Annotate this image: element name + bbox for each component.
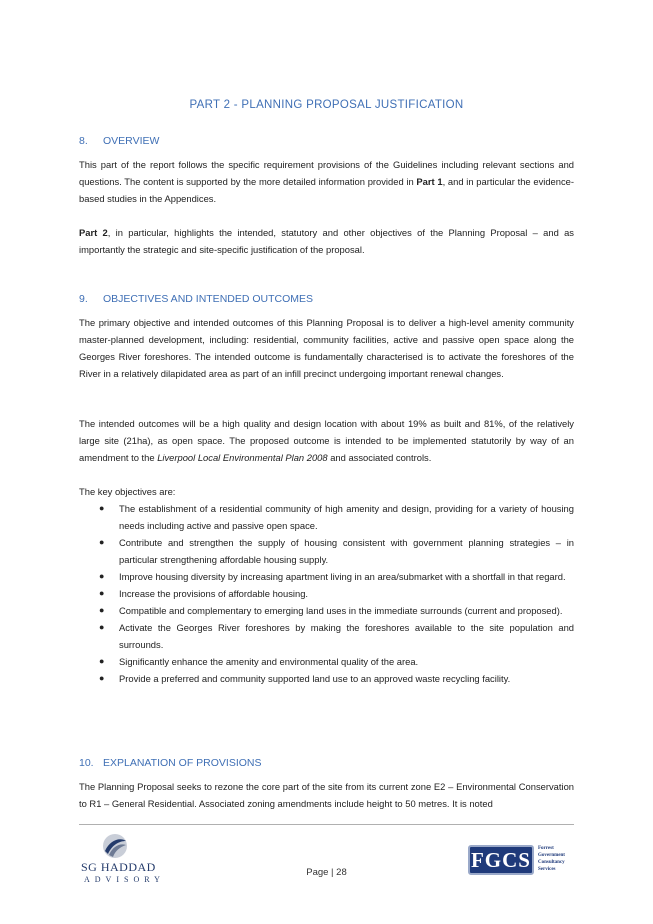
- key-objectives-list: [79, 500, 574, 687]
- overview-paragraph-2: Part 2, in particular, highlights the intended, statutory and other objectives of the Planning Proposal – and as importantly the strategic and site-specific justification of the proposal.: [79, 227, 574, 255]
- part-title: PART 2 - PLANNING PROPOSAL JUSTIFICATION: [189, 99, 464, 111]
- bullet-icon: ●: [99, 656, 105, 666]
- bullet-icon: ●: [99, 571, 105, 581]
- section-heading-overview: 8. OVERVIEW: [79, 135, 160, 147]
- bullet-icon: ●: [99, 673, 105, 683]
- bullet-icon: ●: [99, 588, 105, 598]
- sg-haddad-logo: SG HADDAD ADVISORY: [72, 832, 182, 886]
- bullet-icon: ●: [99, 622, 105, 632]
- list-item: ● Increase the provisions of affordable housing.: [79, 585, 574, 602]
- bullet-icon: ●: [99, 503, 105, 513]
- key-objectives-intro: The key objectives are:: [79, 486, 176, 497]
- section-heading-objectives: 9. OBJECTIVES AND INTENDED OUTCOMES: [79, 293, 314, 305]
- list-item: ● Contribute and strengthen the supply of housing consistent with government planning strategies – in particular strengthening affordable housing supply.: [79, 534, 574, 568]
- section-heading-provisions: 10. EXPLANATION OF PROVISIONS: [79, 757, 262, 769]
- list-item: ● The establishment of a residential community of high amenity and design, providing for a variety of housing needs including active and passive open space.: [79, 500, 574, 534]
- list-item: ● Improve housing diversity by increasing apartment living in an area/submarket with a shortfall in that regard.: [79, 568, 574, 585]
- bullet-icon: ●: [99, 605, 105, 615]
- provisions-paragraph-1: The Planning Proposal seeks to rezone the core part of the site from its current zone E2 – Environmental Conservation to R1 – General Residential. Associated zoning amendments include height to 50 metres. It is noted: [79, 781, 574, 809]
- list-item: ● Provide a preferred and community supported land use to an approved waste recycling facility.: [79, 670, 574, 687]
- fgcs-logo: FGCS Forrest Government Consultancy Services: [468, 845, 568, 879]
- list-item: ● Compatible and complementary to emerging land uses in the immediate surrounds (current and proposed).: [79, 602, 574, 619]
- objectives-paragraph-1: The primary objective and intended outcomes of this Planning Proposal is to deliver a high-level amenity community master-planned development, including: residential, community facilities, active and passive open space along the Georges River foreshores. The intended outcome is fundamentally characterised is to activate the foreshores of the River in a relatively dilapidated area as part of an infill precinct undergoing important renewal changes.: [79, 317, 574, 379]
- list-item: ● Activate the Georges River foreshores by making the foreshores available to the site population and surrounds.: [79, 619, 574, 653]
- objectives-paragraph-2: The intended outcomes will be a high quality and design location with about 19% as built and 81%, of the relatively large site (21ha), as open space. The proposed outcome is intended to be implemented statutorily by way of an amendment to the Liverpool Local Environmental Plan 2008 and associated controls.: [79, 418, 574, 463]
- overview-paragraph-1: This part of the report follows the specific requirement provisions of the Guidelines including relevant sections and questions. The content is supported by the more detailed information provided in Part 1, and in particular the evidence-based studies in the Appendices.: [79, 159, 574, 204]
- footer-divider: [79, 824, 574, 825]
- bullet-icon: ●: [99, 537, 105, 547]
- page-number: Page | 28: [306, 867, 347, 878]
- sg-haddad-emblem-icon: [100, 832, 130, 860]
- list-item: ● Significantly enhance the amenity and environmental quality of the area.: [79, 653, 574, 670]
